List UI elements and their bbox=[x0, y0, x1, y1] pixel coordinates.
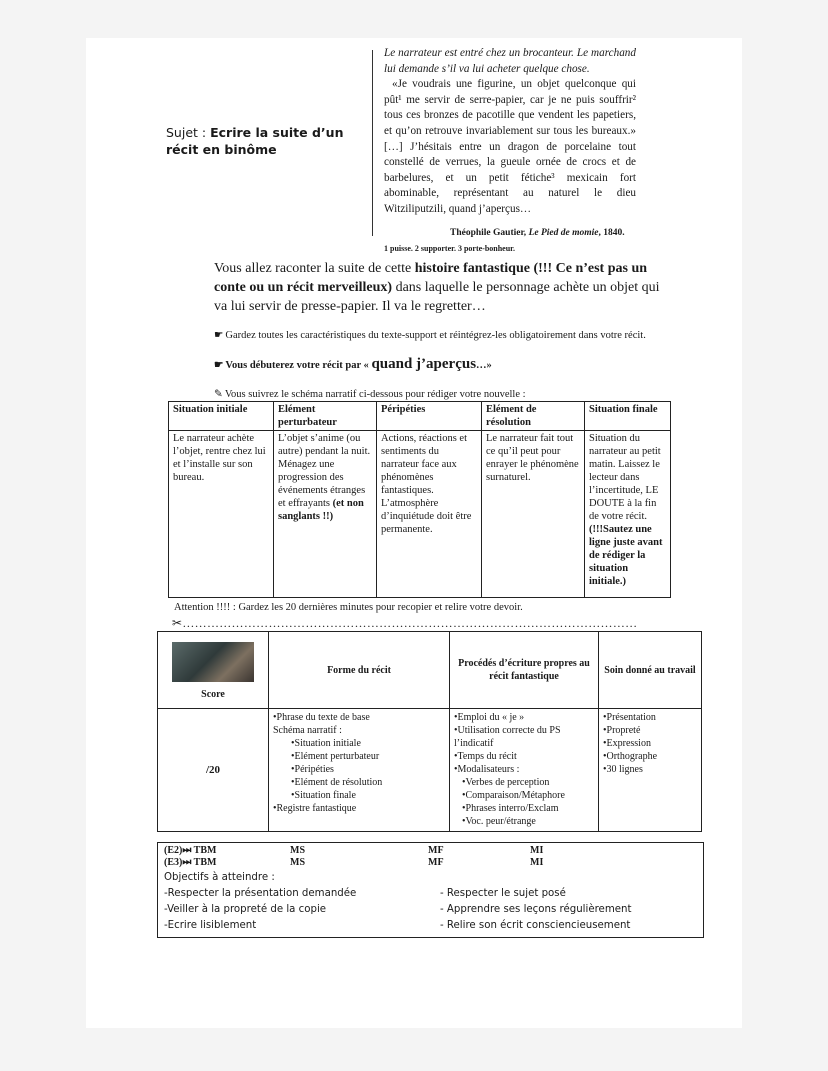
subject-title: Ecrire la suite d’un récit en binôme bbox=[166, 125, 344, 157]
cell-bold: (et non sanglants !!) bbox=[278, 498, 364, 522]
bullet-text: Gardez toutes les caractéristiques du texte-support et réintégrez-les obligatoirement dans votre récit. bbox=[225, 330, 646, 341]
assignment-instructions bbox=[214, 259, 674, 316]
mummy-foot-thumbnail bbox=[172, 642, 254, 682]
criterion: •Comparaison/Métaphore bbox=[462, 790, 565, 801]
objective-right: - Respecter le sujet posé bbox=[440, 888, 566, 899]
bullet-start-phrase bbox=[214, 358, 654, 372]
excerpt-source bbox=[450, 228, 625, 238]
e2-mi: MI bbox=[530, 845, 544, 856]
col-header: Situation finale bbox=[585, 402, 671, 431]
e2-ms: MS bbox=[290, 845, 305, 856]
criterion: •Emploi du « je » bbox=[454, 712, 525, 723]
criterion: •Elément perturbateur bbox=[291, 751, 380, 762]
excerpt-text bbox=[384, 46, 636, 218]
criterion: •Modalisateurs : bbox=[454, 764, 520, 775]
bullet-keep-features bbox=[214, 329, 654, 342]
e2-mf: MF bbox=[428, 845, 444, 856]
excerpt-footnotes: 1 puisse. 2 supporter. 3 porte-bonheur. bbox=[384, 244, 515, 253]
bullet-narrative-scheme bbox=[214, 388, 654, 401]
start-quote: quand j’aperçus bbox=[371, 356, 477, 372]
criterion: •Temps du récit bbox=[454, 751, 517, 762]
hand-pointer-icon: ☛ bbox=[214, 360, 224, 371]
criterion: •Voc. peur/étrange bbox=[462, 816, 536, 827]
procedes-criteria bbox=[450, 709, 599, 832]
cell-peripeties: Actions, réactions et sentiments du narrateur face aux phénomènes fantastiques. L’atmosphère d’inquiétude doit être permanente. bbox=[377, 431, 482, 598]
excerpt-intro: Le narrateur est entré chez un brocanteur. Le marchand lui demande s’il va lui acheter quelque chose. bbox=[384, 47, 636, 75]
score-label: Score bbox=[201, 688, 225, 700]
hand-pointer-icon: ☛ bbox=[214, 330, 224, 341]
pencil-icon: ✎ bbox=[214, 389, 223, 400]
procedes-header: Procédés d’écriture propres au récit fantastique bbox=[450, 632, 599, 709]
subject-heading bbox=[166, 124, 366, 158]
criterion: •30 lignes bbox=[603, 764, 643, 775]
source-work: Le Pied de momie bbox=[528, 228, 599, 238]
col-header: Péripéties bbox=[377, 402, 482, 431]
criterion: •Utilisation correcte du PS l’indicatif bbox=[454, 725, 561, 749]
objective-left: -Respecter la présentation demandée bbox=[164, 888, 357, 899]
objectives-title: Objectifs à atteindre : bbox=[164, 872, 275, 883]
forme-header: Forme du récit bbox=[269, 632, 450, 709]
scissors-cut-line: ✂………………………………………………………………………………………………… bbox=[172, 616, 638, 630]
objective-right: - Apprendre ses leçons régulièrement bbox=[440, 904, 632, 915]
narrative-scheme-table bbox=[168, 401, 671, 598]
col-header: Elément perturbateur bbox=[274, 402, 377, 431]
cell-element-perturbateur bbox=[274, 431, 377, 598]
criterion: •Situation initiale bbox=[291, 738, 361, 749]
criterion: Schéma narratif : bbox=[273, 725, 342, 736]
cell-bold: (!!!Sautez une ligne juste avant de rédiger la situation initiale.) bbox=[589, 524, 663, 587]
instruction-part2: dans laquelle le personnage achète un objet qui va lui servir de presse-papier. Il va le regretter… bbox=[214, 280, 660, 314]
cell-text: L’objet s’anime (ou autre) pendant la nuit. Ménagez une progression des événements étranges et effrayants bbox=[278, 433, 371, 509]
cell-situation-initiale: Le narrateur achète l’objet, rentre chez lui et l’installe sur son bureau. bbox=[169, 431, 274, 598]
e3-mi: MI bbox=[530, 857, 544, 868]
grading-grid bbox=[157, 631, 702, 832]
criterion: •Registre fantastique bbox=[273, 803, 357, 814]
subject-label: Sujet : bbox=[166, 125, 211, 140]
instruction-bold: histoire fantastique (!!! Ce n’est pas un conte ou un récit merveilleux) bbox=[214, 261, 648, 295]
criterion: •Propreté bbox=[603, 725, 641, 736]
instruction-part1: Vous allez raconter la suite de cette bbox=[214, 261, 415, 276]
e3-ms: MS bbox=[290, 857, 305, 868]
criterion: •Situation finale bbox=[291, 790, 356, 801]
criterion: •Orthographe bbox=[603, 751, 658, 762]
cell-text: Situation du narrateur au petit matin. Laissez le lecteur dans l’incertitude, LE DOUTE à la fin de votre récit. bbox=[589, 433, 661, 522]
bullet-text: Vous suivrez le schéma narratif ci-dessous pour rédiger votre nouvelle : bbox=[224, 389, 526, 400]
table-row bbox=[169, 431, 671, 598]
forme-criteria bbox=[269, 709, 450, 832]
source-author: Théophile Gautier, bbox=[450, 228, 529, 238]
objective-left: -Veiller à la propreté de la copie bbox=[164, 904, 327, 915]
objectives-box bbox=[157, 842, 704, 938]
bullet-prefix: Vous débuterez votre récit par « bbox=[225, 360, 372, 371]
bullet-suffix: …» bbox=[476, 360, 492, 371]
e3-mf: MF bbox=[428, 857, 444, 868]
excerpt-margin-line bbox=[372, 50, 373, 236]
excerpt-body: «Je voudrais une figurine, un objet quelconque qui pût¹ me servir de serre-papier, car je ne puis souffrir² tous ces bronzes de pacotille que vendent les papetiers, et qu’on retrouve invariablement sur tous les bureaux.» […] J’hésitais entre un dragon de porcelaine tout constellé de verrues, la gueule ornée de crocs et de barbelures, et un petit fétiche³ mexicain fort abominable, représentant au naturel le dieu Witziliputzili, quand j’aperçus… bbox=[384, 78, 636, 215]
e2-row: (E2)⏭ TBM bbox=[164, 845, 217, 856]
criterion: •Expression bbox=[603, 738, 651, 749]
table-header-row bbox=[169, 402, 671, 431]
score-header bbox=[158, 632, 269, 709]
cell-situation-finale bbox=[585, 431, 671, 598]
cell-element-resolution: Le narrateur fait tout ce qu’il peut pour enrayer le phénomène surnaturel. bbox=[482, 431, 585, 598]
e3-row: (E3)⏭ TBM bbox=[164, 857, 217, 868]
criterion: •Péripéties bbox=[291, 764, 334, 775]
grid-header-row bbox=[158, 632, 702, 709]
criterion: •Présentation bbox=[603, 712, 656, 723]
objective-right: - Relire son écrit consciencieusement bbox=[440, 920, 631, 931]
criterion: •Elément de résolution bbox=[291, 777, 383, 788]
col-header: Situation initiale bbox=[169, 402, 274, 431]
attention-note: Attention !!!! : Gardez les 20 dernières minutes pour recopier et relire votre devoir. bbox=[174, 602, 523, 613]
objective-left: -Ecrire lisiblement bbox=[164, 920, 257, 931]
criterion: •Phrase du texte de base bbox=[273, 712, 370, 723]
soin-criteria bbox=[599, 709, 702, 832]
criterion: •Verbes de perception bbox=[462, 777, 550, 788]
grid-criteria-row bbox=[158, 709, 702, 832]
soin-header: Soin donné au travail bbox=[599, 632, 702, 709]
source-year: , 1840. bbox=[598, 228, 625, 238]
col-header: Elément de résolution bbox=[482, 402, 585, 431]
score-value: /20 bbox=[158, 709, 269, 832]
criterion: •Phrases interro/Exclam bbox=[462, 803, 559, 814]
